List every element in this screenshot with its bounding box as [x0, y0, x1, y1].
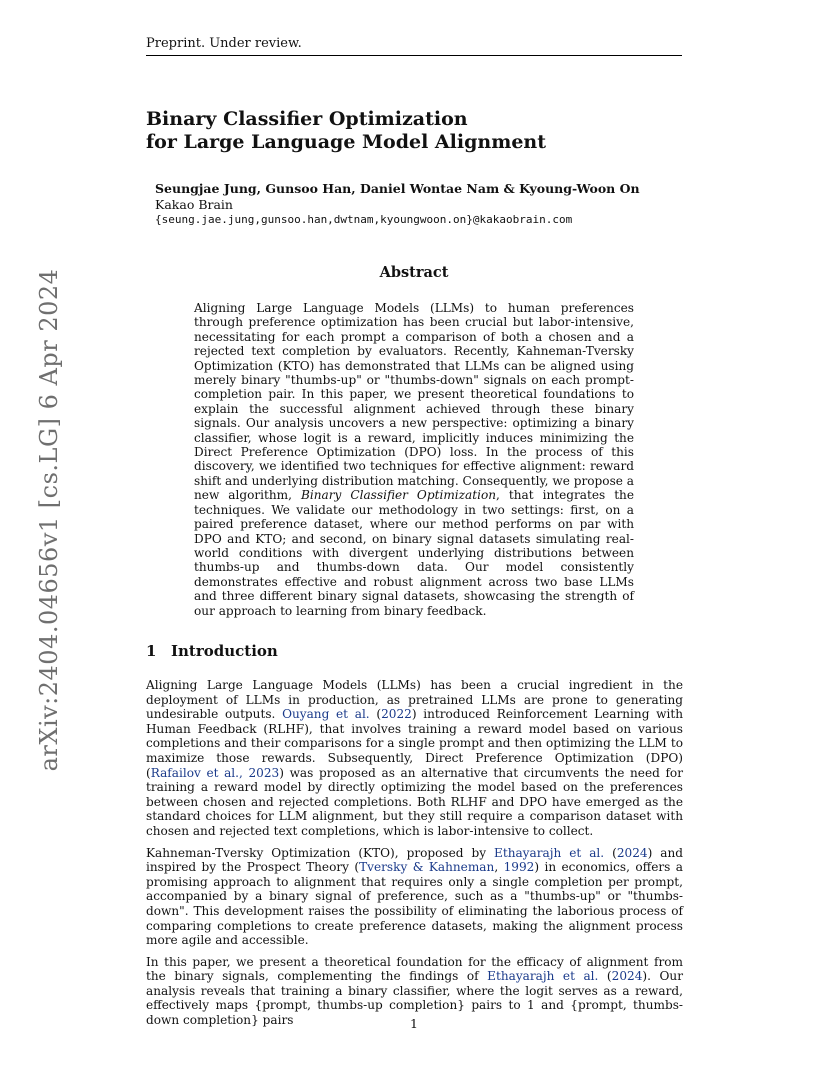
citation-link[interactable]: Rafailov et al., 2023: [150, 765, 280, 780]
abstract-part-1: Aligning Large Language Models (LLMs) to human preferences through preference optimization has been crucial but labor-intensive, necessitating for each prompt a comparison of both a chosen and a rejected text completion by evaluators. Recently, Kahneman-Tversky Optimization (KTO) has demonstrated that LLMs can be aligned using merely binary "thumbs-up" or "thumbs-down" signals on each prompt-completion pair. In this paper, we present theoretical foundations to explain the successful alignment achieved through these binary signals. Our analysis uncovers a new perspective: optimizing a binary classifier, whose logit is a reward, implicitly induces minimizing the Direct Preference Optimization (DPO) loss. In the process of this discovery, we identified two techniques for effective alignment: reward shift and underlying distribution matching. Consequently, we propose a new algorithm,: [194, 301, 634, 503]
section-heading-introduction: [146, 642, 682, 660]
intro-paragraph-1: [146, 678, 683, 839]
citation-link[interactable]: 2024: [616, 845, 648, 860]
affiliation: Kakao Brain: [155, 196, 233, 212]
text-run: ) and inspired by the Prospect Theory (: [146, 845, 684, 875]
abstract-heading: Abstract: [379, 264, 449, 281]
abstract-emphasis: Binary Classifier Optimization: [300, 488, 497, 503]
running-header: Preprint. Under review.: [146, 36, 682, 56]
text-run: ). Our analysis reveals that training a binary classifier, where the logit serves as a reward, effectively maps {prompt, thumbs-up completion} pairs to 1 and {prompt, thumbs-down completion} pairs: [146, 969, 683, 1028]
citation-link[interactable]: 2024: [611, 969, 643, 984]
text-run: ) introduced Reinforcement Learning with Human Feedback (RLHF), that involves training a reward model based on various completions and their comparisons for a single prompt and then optimizing the LLM to maximize those rewards. Subsequently, Direct Preference Optimization (DPO) (: [146, 707, 683, 780]
text-run: ) in economics, offers a promising approach to alignment that requires only a single completion per prompt, accompanied by a binary signal of preference, such as a "thumbs-up" or "thumbs-down". This development raises the possibility of eliminating the laborious process of comparing completions to create preference datasets, making the alignment process more agile and accessible.: [146, 860, 683, 948]
text-run: Kahneman-Tversky Optimization (KTO), proposed by: [146, 845, 494, 860]
introduction-body: [146, 678, 683, 1035]
page-number: 1: [410, 1016, 418, 1031]
text-run: ,: [494, 860, 504, 875]
abstract-text: [194, 301, 634, 618]
citation-link[interactable]: Tversky & Kahneman: [359, 860, 495, 875]
citation-link[interactable]: 1992: [503, 860, 535, 875]
text-run: ) was proposed as an alternative that circumvents the need for training a reward model by directly optimizing the model based on the preferences between chosen and rejected completions. Both RLHF and DPO have emerged as the standard choices for LLM alignment, but they still require a comparison dataset with chosen and rejected text completions, which is labor-intensive to collect.: [146, 765, 683, 838]
text-run: In this paper, we present a theoretical foundation for the efficacy of alignment from the binary signals, complementing the findings of: [146, 954, 683, 984]
paper-title: [146, 108, 686, 154]
citation-link[interactable]: Ethayarajh et al.: [494, 845, 605, 860]
author-names: Seungjae Jung, Gunsoo Han, Daniel Wontae Nam & Kyoung-Woon On: [155, 181, 640, 196]
author-emails: {seung.jae.jung,gunsoo.han,dwtnam,kyoungwoon.on}@kakaobrain.com: [155, 213, 573, 226]
citation-link[interactable]: Ouyang et al.: [282, 707, 370, 722]
text-run: (: [369, 707, 382, 722]
arxiv-identifier: arXiv:2404.04656v1 [cs.LG] 6 Apr 2024: [35, 268, 63, 772]
text-run: (: [604, 845, 617, 860]
section-number: 1: [146, 642, 157, 660]
title-line-2: for Large Language Model Alignment: [146, 131, 546, 153]
citation-link[interactable]: Ethayarajh et al.: [487, 969, 599, 984]
text-run: (: [598, 969, 612, 984]
text-run: Aligning Large Language Models (LLMs) has been a crucial ingredient in the deployment of LLMs in production, as pretrained LLMs are prone to generating undesirable outputs.: [146, 678, 683, 722]
abstract-part-2: , that integrates the techniques. We validate our methodology in two settings: first, on a paired preference dataset, where our method performs on par with DPO and KTO; and second, on binary signal datasets simulating real-world conditions with divergent underlying distributions between thumbs-up and thumbs-down data. Our model consistently demonstrates effective and robust alignment across two base LLMs and three different binary signal datasets, showcasing the strength of our approach to learning from binary feedback.: [194, 488, 634, 618]
author-block: [155, 181, 695, 228]
section-title: Introduction: [171, 642, 278, 660]
citation-link[interactable]: 2022: [381, 707, 412, 722]
title-line-1: Binary Classifier Optimization: [146, 108, 468, 130]
intro-paragraph-2: [146, 846, 683, 948]
